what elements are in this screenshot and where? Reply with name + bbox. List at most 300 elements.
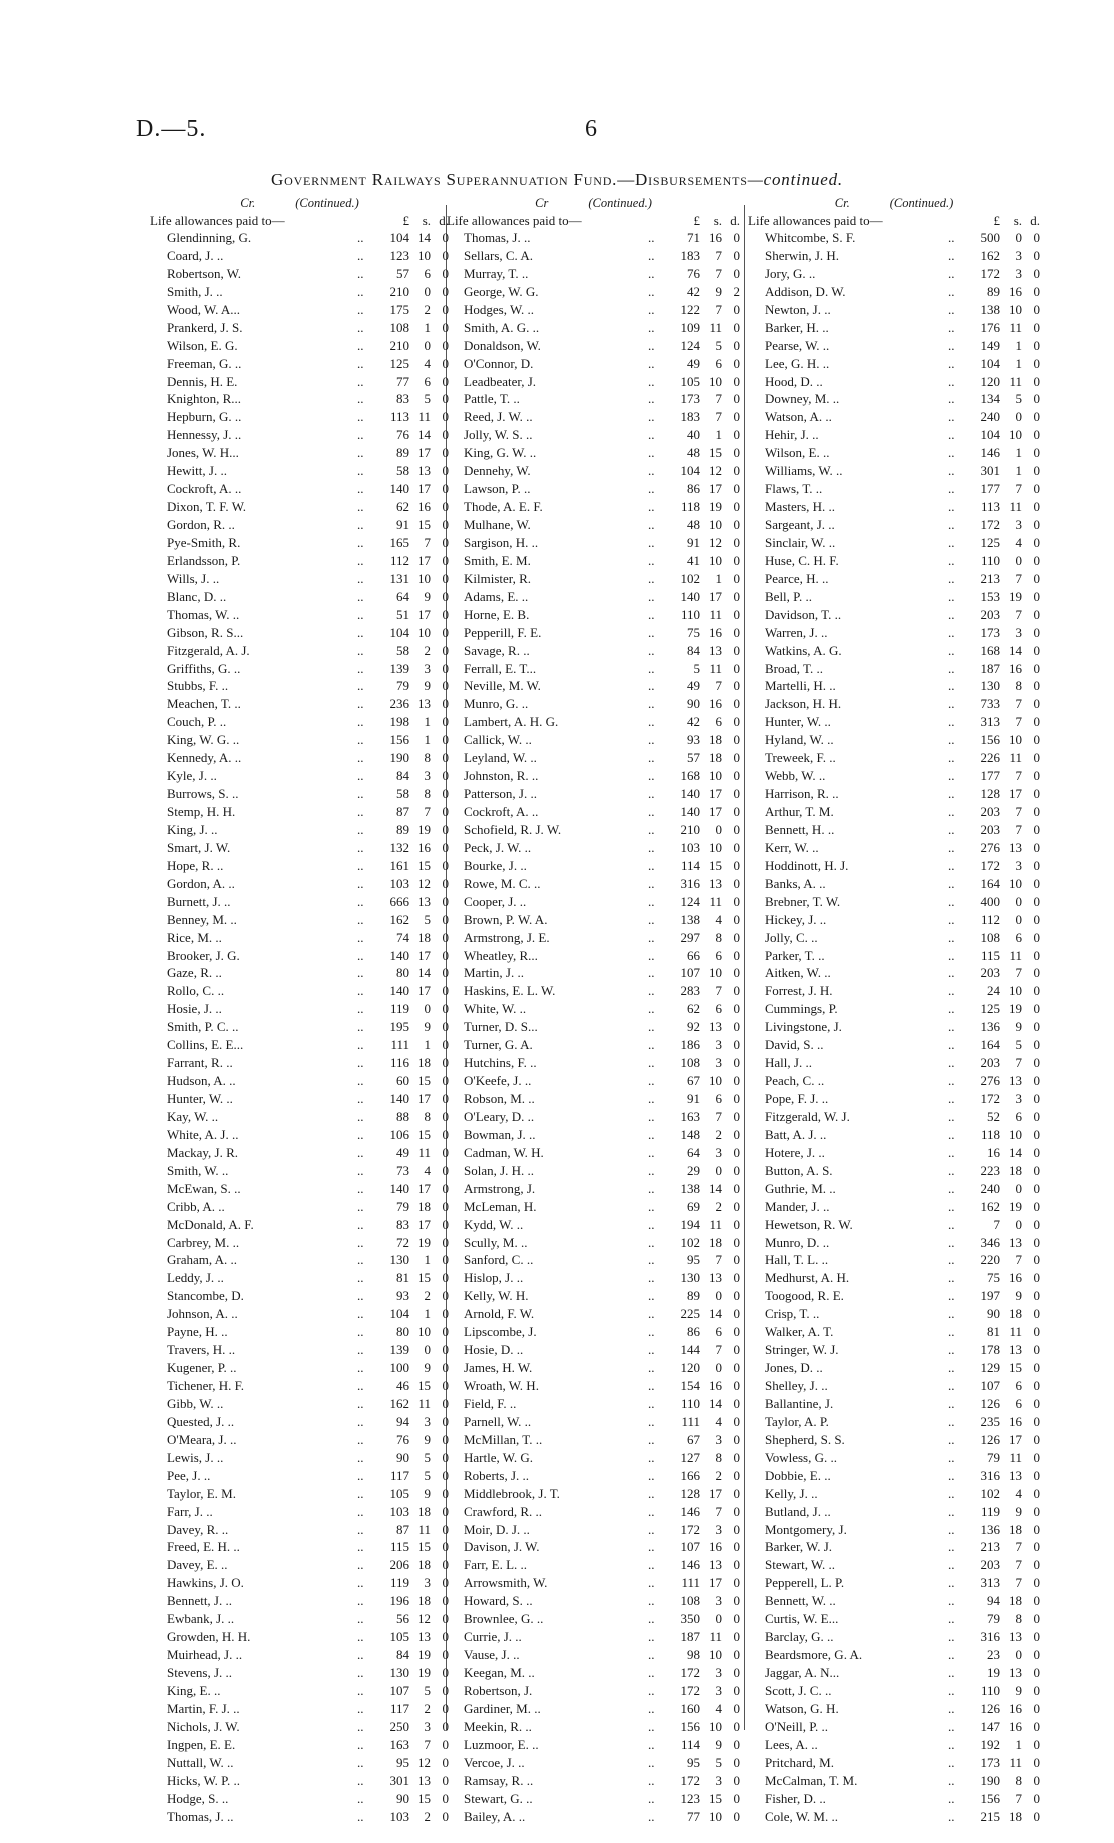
payee-name: Bennett, W. .. xyxy=(765,1593,836,1609)
amount-pence: 0 xyxy=(733,642,740,658)
amount-pence: 0 xyxy=(1033,1001,1040,1017)
amount-pounds: 106 xyxy=(389,1126,409,1142)
leader-dots: .. xyxy=(948,427,955,443)
amount-pence: 0 xyxy=(442,373,449,389)
amount-shillings: 7 xyxy=(1015,821,1022,837)
amount-pence: 0 xyxy=(1033,750,1040,766)
amount-shillings: 18 xyxy=(418,1503,431,1519)
amount-shillings: 18 xyxy=(1009,1808,1022,1824)
amount-pounds: 140 xyxy=(389,947,409,963)
leader-dots: .. xyxy=(648,1431,655,1447)
amount-shillings: 4 xyxy=(1015,1485,1022,1501)
amount-shillings: 0 xyxy=(1015,1216,1022,1232)
amount-pence: 0 xyxy=(1033,552,1040,568)
ledger-row xyxy=(150,390,449,408)
ledger-row xyxy=(748,1090,1040,1108)
heading-cr: Cr. xyxy=(834,196,850,210)
payee-name: Crisp, T. .. xyxy=(765,1306,820,1322)
amount-pounds: 125 xyxy=(389,355,409,371)
leader-dots: .. xyxy=(357,265,364,281)
amount-pounds: 75 xyxy=(687,624,700,640)
leader-dots: .. xyxy=(357,1306,364,1322)
leader-dots: .. xyxy=(948,1144,955,1160)
amount-shillings: 10 xyxy=(1009,427,1022,443)
leader-dots: .. xyxy=(948,283,955,299)
leader-dots: .. xyxy=(648,965,655,981)
leader-dots: .. xyxy=(648,821,655,837)
leader-dots: .. xyxy=(357,463,364,479)
amount-pence: 0 xyxy=(1033,1431,1040,1447)
amount-shillings: 2 xyxy=(424,1700,431,1716)
ledger-row xyxy=(150,660,449,678)
amount-pounds: 123 xyxy=(680,1790,700,1806)
leader-dots: .. xyxy=(948,857,955,873)
ledger-row xyxy=(447,1736,740,1754)
amount-pounds: 163 xyxy=(680,1108,700,1124)
payee-name: Knighton, R... xyxy=(167,391,242,407)
payee-name: Parker, T. .. xyxy=(765,947,825,963)
payee-name: Hehir, J. .. xyxy=(765,427,819,443)
amount-pence: 0 xyxy=(1033,983,1040,999)
amount-pounds: 175 xyxy=(389,301,409,317)
amount-pounds: 156 xyxy=(980,1790,1000,1806)
payee-name: Johnston, R. .. xyxy=(464,768,539,784)
amount-pence: 0 xyxy=(733,1378,740,1393)
payee-name: Aitken, W. .. xyxy=(765,965,831,981)
amount-shillings: 17 xyxy=(418,552,431,568)
amount-pounds: 156 xyxy=(680,1718,700,1734)
amount-pence: 0 xyxy=(442,606,449,622)
amount-shillings: 8 xyxy=(1015,1772,1022,1788)
payee-name: Bennett, H. .. xyxy=(765,821,835,837)
leader-dots: .. xyxy=(648,1718,655,1734)
amount-shillings: 11 xyxy=(418,409,431,425)
ledger-row xyxy=(748,1503,1040,1521)
payee-name: Stancombe, D. xyxy=(167,1288,244,1304)
amount-pence: 0 xyxy=(442,1539,449,1555)
ledger-row xyxy=(150,1664,449,1682)
amount-shillings: 14 xyxy=(1009,642,1022,658)
payee-name: Burnett, J. .. xyxy=(167,893,231,909)
amount-pounds: 126 xyxy=(980,1700,1000,1716)
payee-name: Cole, W. M. .. xyxy=(765,1808,838,1824)
amount-shillings: 7 xyxy=(1015,1539,1022,1555)
amount-pence: 0 xyxy=(733,1485,740,1501)
payee-name: Schofield, R. J. W. xyxy=(464,821,562,837)
ledger-row xyxy=(150,713,449,731)
payee-name: Sargison, H. .. xyxy=(464,534,539,550)
amount-shillings: 12 xyxy=(418,875,431,891)
amount-pounds: 114 xyxy=(680,1736,700,1752)
amount-pence: 0 xyxy=(442,570,449,586)
ledger-row xyxy=(748,1592,1040,1610)
leader-dots: .. xyxy=(648,750,655,766)
payee-name: Quested, J. .. xyxy=(167,1413,235,1429)
payee-name: Hartle, W. G. xyxy=(464,1449,533,1465)
leader-dots: .. xyxy=(357,1019,364,1035)
ledger-row xyxy=(748,749,1040,767)
leader-dots: .. xyxy=(357,965,364,981)
payee-name: Kay, W. .. xyxy=(167,1108,219,1124)
amount-shillings: 0 xyxy=(715,821,722,837)
leader-dots: .. xyxy=(357,1521,364,1537)
payee-name: Scott, J. C. .. xyxy=(765,1682,832,1698)
amount-pence: 0 xyxy=(442,1108,449,1124)
heading-cr: Cr. xyxy=(240,196,256,210)
payee-name: Solan, J. H. .. xyxy=(464,1162,535,1178)
amount-pence: 0 xyxy=(733,1306,740,1322)
amount-shillings: 16 xyxy=(709,230,722,245)
payee-name: Erlandsson, P. xyxy=(167,552,241,568)
amount-pounds: 83 xyxy=(396,1216,409,1232)
amount-shillings: 9 xyxy=(1015,1288,1022,1304)
amount-pounds: 48 xyxy=(687,445,700,461)
amount-pounds: 57 xyxy=(687,750,700,766)
heading-continued: (Continued.) xyxy=(588,196,652,210)
amount-shillings: 0 xyxy=(715,1162,722,1178)
amount-shillings: 16 xyxy=(1009,283,1022,299)
amount-pence: 0 xyxy=(442,391,449,407)
ledger-row xyxy=(447,749,740,767)
payee-name: Farr, E. L. .. xyxy=(464,1557,528,1573)
amount-pounds: 123 xyxy=(389,247,409,263)
amount-pounds: 177 xyxy=(980,481,1000,497)
leader-dots: .. xyxy=(648,570,655,586)
leader-dots: .. xyxy=(648,1772,655,1788)
ledger-row xyxy=(150,1018,449,1036)
ledger-row xyxy=(447,534,740,552)
leader-dots: .. xyxy=(948,1754,955,1770)
amount-pence: 0 xyxy=(442,337,449,353)
ledger-row xyxy=(150,426,449,444)
payee-name: Stubbs, F. .. xyxy=(167,678,229,694)
amount-pounds: 172 xyxy=(980,517,1000,532)
leader-dots: .. xyxy=(648,1557,655,1573)
leader-dots: .. xyxy=(357,1808,364,1824)
amount-pounds: 172 xyxy=(680,1665,700,1680)
ledger-row xyxy=(447,283,740,301)
ledger-row xyxy=(447,570,740,588)
payee-name: Cockroft, A. .. xyxy=(464,804,539,819)
amount-pence: 0 xyxy=(1033,768,1040,784)
payee-name: Ramsay, R. .. xyxy=(464,1772,534,1788)
amount-pence: 0 xyxy=(733,570,740,586)
amount-pounds: 183 xyxy=(680,409,700,425)
amount-pence: 0 xyxy=(733,750,740,766)
amount-pounds: 146 xyxy=(980,445,1000,461)
payee-name: Shepherd, S. S. xyxy=(765,1431,845,1447)
amount-pounds: 119 xyxy=(389,1575,409,1591)
amount-shillings: 12 xyxy=(418,1611,431,1627)
amount-shillings: 7 xyxy=(715,409,722,425)
amount-pounds: 117 xyxy=(389,1467,409,1483)
leader-dots: .. xyxy=(948,1736,955,1752)
amount-shillings: 3 xyxy=(715,1037,722,1053)
heading-cr: Cr xyxy=(535,196,549,210)
ledger-row xyxy=(447,1521,740,1539)
payee-name: McMillan, T. .. xyxy=(464,1431,543,1447)
amount-shillings: 17 xyxy=(709,1485,722,1501)
amount-pence: 0 xyxy=(1033,1575,1040,1591)
amount-shillings: 16 xyxy=(1009,1700,1022,1716)
amount-pounds: 225 xyxy=(680,1306,700,1322)
ledger-row xyxy=(447,1556,740,1574)
amount-pounds: 733 xyxy=(980,696,1000,712)
payee-name: Thode, A. E. F. xyxy=(464,499,543,515)
amount-pence: 0 xyxy=(733,875,740,891)
leader-dots: .. xyxy=(948,230,955,245)
ledger-row xyxy=(447,785,740,803)
amount-shillings: 2 xyxy=(424,301,431,317)
amount-pounds: 104 xyxy=(980,355,1000,371)
leader-dots: .. xyxy=(948,1108,955,1124)
leader-dots: .. xyxy=(357,1718,364,1734)
payee-name: Hood, D. .. xyxy=(765,373,823,389)
leader-dots: .. xyxy=(648,1306,655,1322)
leader-dots: .. xyxy=(648,1001,655,1017)
amount-pounds: 148 xyxy=(680,1126,700,1142)
amount-pounds: 164 xyxy=(980,1037,1000,1053)
amount-pounds: 210 xyxy=(389,283,409,299)
payee-name: Middlebrook, J. T. xyxy=(464,1485,560,1501)
payee-name: Thomas, W. .. xyxy=(167,606,240,622)
payee-name: Whitcombe, S. F. xyxy=(765,230,856,245)
unit-heading: £ xyxy=(993,213,1000,228)
amount-pounds: 223 xyxy=(980,1162,1000,1178)
payee-name: Butland, J. .. xyxy=(765,1503,831,1519)
amount-pence: 0 xyxy=(442,427,449,443)
amount-pence: 0 xyxy=(442,714,449,730)
ledger-row xyxy=(748,893,1040,911)
amount-pounds: 146 xyxy=(680,1503,700,1519)
amount-pence: 0 xyxy=(733,696,740,712)
amount-pounds: 500 xyxy=(980,230,1000,245)
amount-pence: 0 xyxy=(1033,1736,1040,1752)
amount-shillings: 5 xyxy=(424,391,431,407)
leader-dots: .. xyxy=(948,534,955,550)
ledger-row xyxy=(748,1646,1040,1664)
amount-shillings: 17 xyxy=(418,947,431,963)
payee-name: Kyle, J. .. xyxy=(167,768,217,784)
leader-dots: .. xyxy=(948,463,955,479)
leader-dots: .. xyxy=(948,409,955,425)
payee-name: Johnson, A. .. xyxy=(167,1306,238,1322)
leader-dots: .. xyxy=(948,624,955,640)
amount-pence: 0 xyxy=(1033,1073,1040,1089)
leader-dots: .. xyxy=(357,1395,364,1411)
amount-pence: 0 xyxy=(1033,319,1040,335)
amount-pounds: 42 xyxy=(687,714,700,730)
payee-name: Lees, A. .. xyxy=(765,1736,818,1752)
column-heading xyxy=(150,195,449,212)
payee-name: O'Meara, J. .. xyxy=(167,1431,237,1447)
leader-dots: .. xyxy=(948,1162,955,1178)
amount-pounds: 213 xyxy=(980,570,1000,586)
leader-dots: .. xyxy=(948,911,955,927)
ledger-row xyxy=(150,1574,449,1592)
amount-pence: 0 xyxy=(1033,1611,1040,1627)
amount-shillings: 7 xyxy=(715,1108,722,1124)
payee-name: Benney, M. .. xyxy=(167,911,237,927)
ledger-row xyxy=(748,1574,1040,1592)
amount-shillings: 15 xyxy=(418,1539,431,1555)
amount-pounds: 79 xyxy=(987,1449,1000,1465)
amount-pence: 0 xyxy=(442,1736,449,1752)
amount-shillings: 17 xyxy=(418,1091,431,1106)
amount-pence: 0 xyxy=(1033,1449,1040,1465)
leader-dots: .. xyxy=(948,337,955,353)
amount-pounds: 105 xyxy=(389,1629,409,1645)
amount-pounds: 138 xyxy=(980,301,1000,317)
payee-name: Brownlee, G. .. xyxy=(464,1611,544,1627)
ledger-row xyxy=(748,929,1040,947)
amount-shillings: 0 xyxy=(1015,911,1022,927)
leader-dots: .. xyxy=(948,1629,955,1645)
ledger-row xyxy=(447,1610,740,1628)
amount-pence: 0 xyxy=(442,1126,449,1142)
amount-shillings: 0 xyxy=(1015,552,1022,568)
payee-name: McDonald, A. F. xyxy=(167,1216,254,1232)
ledger-row xyxy=(447,301,740,319)
payee-name: Bell, P. .. xyxy=(765,588,812,604)
payee-name: Hodge, S. .. xyxy=(167,1790,229,1806)
ledger-row xyxy=(150,1610,449,1628)
amount-shillings: 7 xyxy=(715,1503,722,1519)
amount-pence: 0 xyxy=(733,1252,740,1268)
ledger-row xyxy=(447,390,740,408)
amount-pounds: 162 xyxy=(980,1198,1000,1214)
amount-pence: 0 xyxy=(733,821,740,837)
leader-dots: .. xyxy=(948,1395,955,1411)
leader-dots: .. xyxy=(648,1413,655,1429)
ledger-row xyxy=(150,301,449,319)
amount-pounds: 173 xyxy=(680,391,700,407)
leader-dots: .. xyxy=(648,804,655,819)
amount-shillings: 9 xyxy=(1015,1019,1022,1035)
payee-name: Vercoe, J. .. xyxy=(464,1754,525,1770)
amount-pence: 0 xyxy=(733,804,740,819)
ledger-row xyxy=(150,785,449,803)
amount-pence: 0 xyxy=(442,499,449,515)
amount-pence: 0 xyxy=(1033,732,1040,748)
amount-pence: 0 xyxy=(733,1647,740,1663)
amount-pence: 0 xyxy=(442,768,449,784)
ledger-row xyxy=(150,929,449,947)
ledger-row xyxy=(447,1126,740,1144)
amount-pounds: 58 xyxy=(396,642,409,658)
ledger-row xyxy=(447,265,740,283)
amount-shillings: 19 xyxy=(1009,1198,1022,1214)
amount-pounds: 172 xyxy=(980,857,1000,873)
ledger-row xyxy=(748,875,1040,893)
amount-pounds: 140 xyxy=(680,804,700,819)
amount-shillings: 0 xyxy=(715,1611,722,1627)
amount-shillings: 17 xyxy=(709,588,722,604)
amount-shillings: 9 xyxy=(1015,1503,1022,1519)
amount-pounds: 112 xyxy=(389,552,409,568)
amount-shillings: 0 xyxy=(1015,893,1022,909)
ledger-row xyxy=(150,552,449,570)
amount-pounds: 187 xyxy=(980,660,1000,676)
amount-shillings: 11 xyxy=(418,1144,431,1160)
ledger-row xyxy=(748,785,1040,803)
amount-shillings: 9 xyxy=(424,588,431,604)
amount-pounds: 104 xyxy=(389,230,409,245)
amount-pence: 0 xyxy=(1033,1808,1040,1824)
amount-pounds: 138 xyxy=(680,1180,700,1196)
amount-pounds: 89 xyxy=(687,1288,700,1304)
leader-dots: .. xyxy=(357,391,364,407)
payee-name: Coard, J. .. xyxy=(167,247,224,263)
ledger-row xyxy=(748,1431,1040,1449)
payee-name: Hennessy, J. .. xyxy=(167,427,242,443)
amount-pounds: 79 xyxy=(396,678,409,694)
amount-pounds: 108 xyxy=(980,929,1000,945)
ledger-row xyxy=(447,1144,740,1162)
amount-pounds: 41 xyxy=(687,552,700,568)
ledger-row xyxy=(447,964,740,982)
payee-name: Wilson, E. G. xyxy=(167,337,238,353)
amount-shillings: 15 xyxy=(709,857,722,873)
amount-pounds: 162 xyxy=(980,247,1000,263)
amount-pence: 0 xyxy=(733,391,740,407)
amount-shillings: 1 xyxy=(1015,1736,1022,1752)
ledger-row xyxy=(150,1521,449,1539)
ledger-row xyxy=(447,1216,740,1234)
amount-pounds: 172 xyxy=(680,1521,700,1537)
amount-shillings: 9 xyxy=(1015,1682,1022,1698)
ledger-row xyxy=(447,1413,740,1431)
leader-dots: .. xyxy=(948,1216,955,1232)
amount-pounds: 103 xyxy=(389,875,409,891)
amount-pence: 0 xyxy=(733,373,740,389)
leader-dots: .. xyxy=(648,1270,655,1286)
amount-shillings: 0 xyxy=(1015,230,1022,245)
amount-pounds: 19 xyxy=(987,1665,1000,1680)
ledger-row xyxy=(447,1287,740,1305)
leader-dots: .. xyxy=(357,1198,364,1214)
unit-heading: £ xyxy=(402,213,409,228)
amount-pounds: 46 xyxy=(396,1378,409,1393)
amount-pounds: 198 xyxy=(389,714,409,730)
ledger-row xyxy=(150,570,449,588)
amount-pounds: 93 xyxy=(396,1288,409,1304)
amount-pounds: 81 xyxy=(987,1324,1000,1340)
payee-name: Warren, J. .. xyxy=(765,624,828,640)
amount-pounds: 128 xyxy=(980,786,1000,802)
ledger-row xyxy=(447,1431,740,1449)
leader-dots: .. xyxy=(648,714,655,730)
ledger-column-3 xyxy=(748,195,1040,1825)
amount-pence: 0 xyxy=(733,929,740,945)
leader-dots: .. xyxy=(357,678,364,694)
leader-dots: .. xyxy=(948,1449,955,1465)
amount-shillings: 15 xyxy=(709,1790,722,1806)
ledger-row xyxy=(748,911,1040,929)
ledger-row xyxy=(748,462,1040,480)
ledger-row xyxy=(447,767,740,785)
payee-name: Peck, J. W. .. xyxy=(464,839,532,855)
payee-name: Pye-Smith, R. xyxy=(167,534,241,550)
payee-name: Meachen, T. .. xyxy=(167,696,241,712)
amount-shillings: 0 xyxy=(715,1360,722,1376)
amount-pence: 0 xyxy=(442,1216,449,1232)
payee-name: Pee, J. .. xyxy=(167,1467,211,1483)
payee-name: Savage, R. .. xyxy=(464,642,530,658)
leader-dots: .. xyxy=(948,588,955,604)
amount-pence: 0 xyxy=(1033,570,1040,586)
payee-name: Luzmoor, E. .. xyxy=(464,1736,539,1752)
